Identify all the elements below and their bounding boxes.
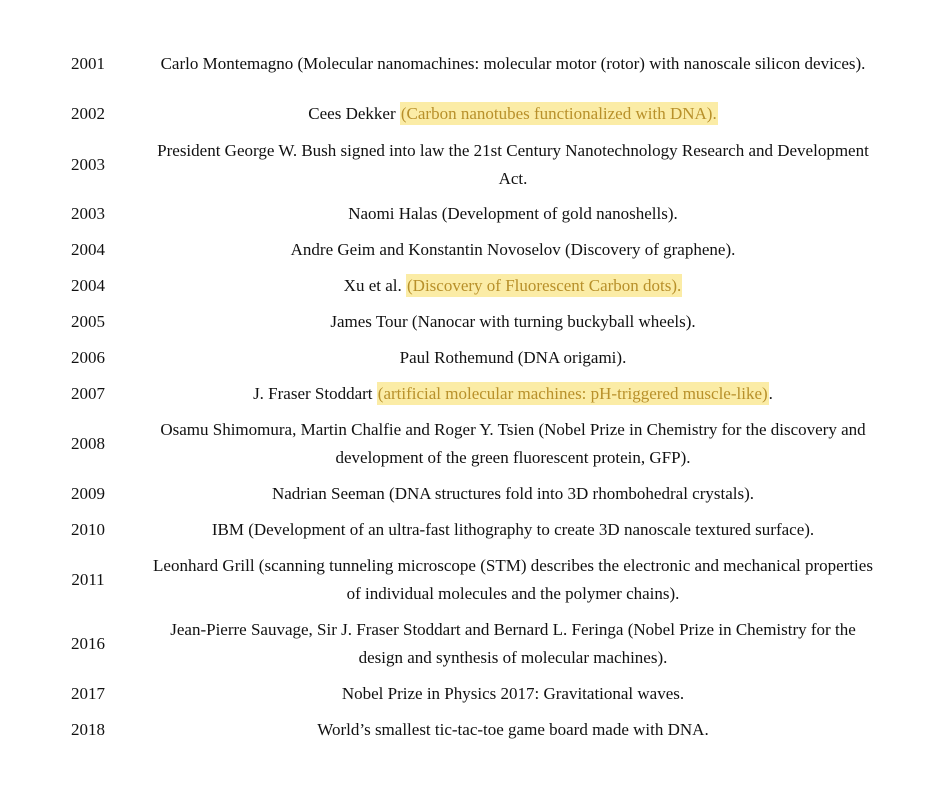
year-cell: 2005 (71, 312, 105, 331)
event-text: President George W. Bush signed into law the 21st Century Nanotechnology Research and Development Act. (157, 141, 869, 188)
event-cell (150, 416, 876, 472)
year-cell: 2003 (71, 155, 105, 174)
event-cell (150, 272, 876, 300)
event-cell (150, 380, 876, 408)
year-cell: 2004 (71, 240, 105, 259)
year-cell: 2016 (71, 634, 105, 653)
highlighted-text: (Discovery of Fluorescent Carbon dots). (407, 276, 682, 295)
year-cell: 2011 (71, 570, 105, 589)
event-text: Cees Dekker (308, 104, 400, 123)
event-text: James Tour (Nanocar with turning buckyball wheels). (330, 312, 696, 331)
event-text: Paul Rothemund (DNA origami). (399, 348, 627, 367)
timeline-row (0, 680, 940, 708)
year-cell: 2018 (71, 720, 105, 739)
timeline-row (0, 236, 940, 264)
timeline-row (0, 100, 940, 128)
timeline-row (0, 272, 940, 300)
timeline-row (0, 416, 940, 472)
event-cell (150, 716, 876, 744)
timeline-row (0, 380, 940, 408)
event-text: J. Fraser Stoddart (253, 384, 377, 403)
highlighted-text: (artificial molecular machines: pH-triggered muscle-like) (377, 384, 768, 403)
year-cell: 2007 (71, 384, 105, 403)
highlighted-text: (Carbon nanotubes functionalized with DNA). (400, 104, 717, 123)
timeline-row (0, 200, 940, 228)
year-cell: 2009 (71, 484, 105, 503)
timeline-row (0, 36, 940, 92)
event-cell (150, 200, 876, 228)
event-text-tail: . (768, 384, 773, 403)
timeline-row (0, 552, 940, 608)
timeline-row (0, 137, 940, 193)
event-text: Xu et al. (343, 276, 406, 295)
event-cell (150, 236, 876, 264)
event-text: Osamu Shimomura, Martin Chalfie and Roger Y. Tsien (Nobel Prize in Chemistry for the discovery and development of the green fluorescent protein, GFP). (160, 420, 866, 467)
timeline-row (0, 480, 940, 508)
event-text: Jean-Pierre Sauvage, Sir J. Fraser Stoddart and Bernard L. Feringa (Nobel Prize in Chemistry for the design and synthesis of molecular machines). (170, 620, 856, 667)
timeline-row (0, 344, 940, 372)
event-cell (150, 480, 876, 508)
event-cell (150, 50, 876, 78)
event-text: World’s smallest tic-tac-toe game board made with DNA. (317, 720, 709, 739)
timeline-row (0, 516, 940, 544)
event-text: Naomi Halas (Development of gold nanoshells). (348, 204, 678, 223)
timeline-row (0, 716, 940, 744)
year-cell: 2010 (71, 520, 105, 539)
event-cell (150, 344, 876, 372)
year-cell: 2017 (71, 684, 105, 703)
event-text: IBM (Development of an ultra-fast lithography to create 3D nanoscale textured surface). (211, 520, 815, 539)
event-text: Andre Geim and Konstantin Novoselov (Discovery of graphene). (290, 240, 736, 259)
timeline-row (0, 616, 940, 672)
event-text: Carlo Montemagno (Molecular nanomachines: molecular motor (rotor) with nanoscale silicon devices). (160, 54, 866, 73)
event-cell (150, 100, 876, 128)
year-cell: 2006 (71, 348, 105, 367)
year-cell: 2008 (71, 434, 105, 453)
year-cell: 2004 (71, 276, 105, 295)
event-text: Nadrian Seeman (DNA structures fold into 3D rhombohedral crystals). (271, 484, 755, 503)
timeline-row (0, 308, 940, 336)
event-cell (150, 680, 876, 708)
event-cell (150, 308, 876, 336)
event-cell (150, 552, 876, 608)
year-cell: 2003 (71, 204, 105, 223)
event-cell (150, 137, 876, 193)
year-cell: 2001 (71, 54, 105, 73)
event-cell (150, 616, 876, 672)
event-cell (150, 516, 876, 544)
event-text: Nobel Prize in Physics 2017: Gravitational waves. (341, 684, 685, 703)
event-text: Leonhard Grill (scanning tunneling microscope (STM) describes the electronic and mechanical properties of individual molecules and the polymer chains). (153, 556, 873, 603)
year-cell: 2002 (71, 104, 105, 123)
